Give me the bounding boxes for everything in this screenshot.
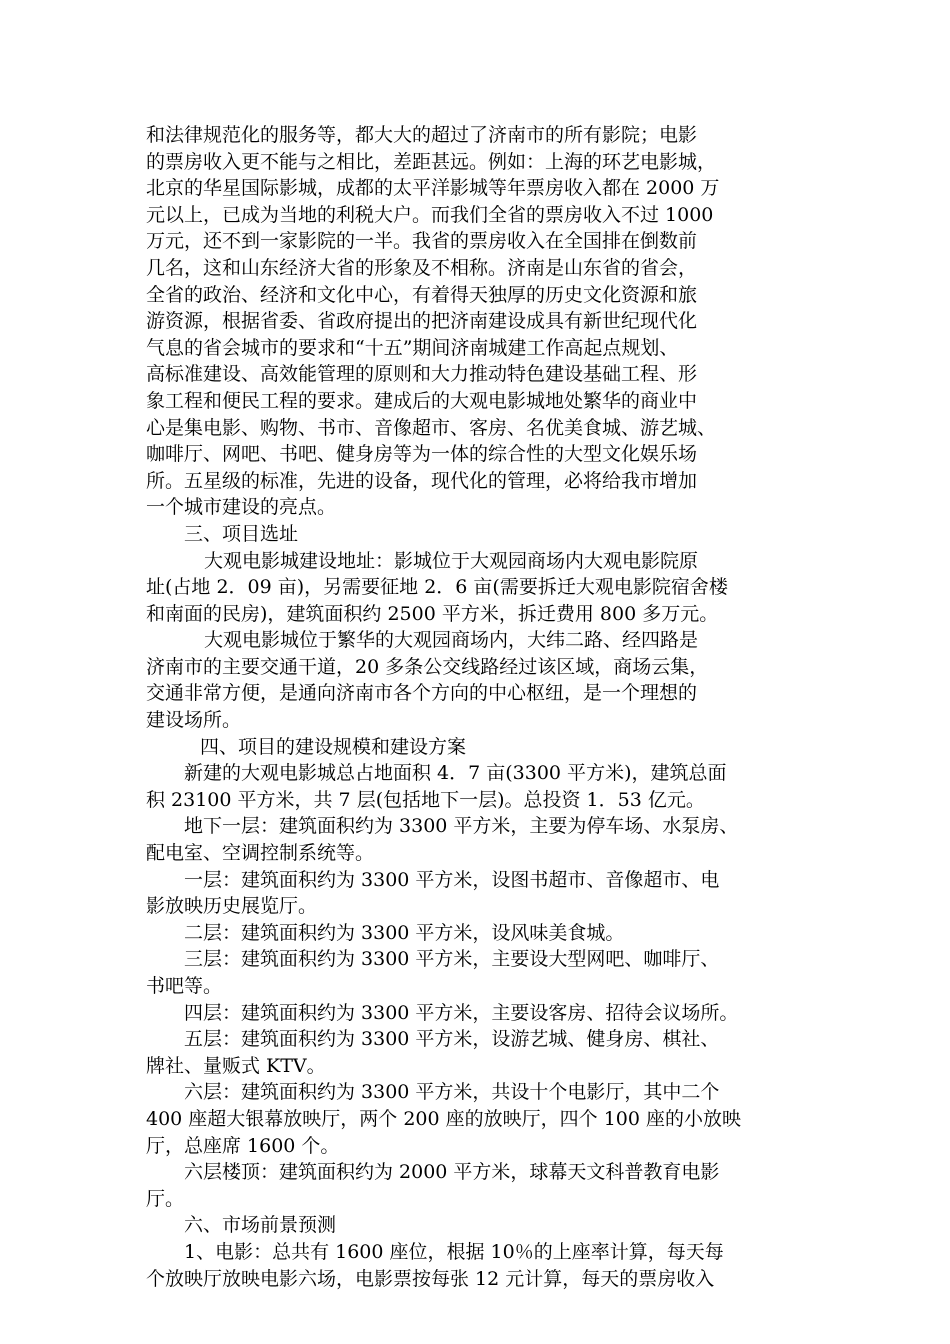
text-line: 新建的大观电影城总占地面积 4．7 亩(3300 平方米)，建筑总面	[184, 762, 727, 785]
text-line: 六层楼顶：建筑面积约为 2000 平方米，球幕天文科普教育电影	[184, 1161, 720, 1184]
text-line: 心是集电影、购物、书市、音像超市、客房、名优美食城、游艺城、	[146, 416, 717, 439]
document-page	[146, 122, 826, 1292]
text-line: 400 座超大银幕放映厅，两个 200 座的放映厅，四个 100 座的小放映	[146, 1107, 741, 1130]
text-line: 配电室、空调控制系统等。	[146, 842, 375, 865]
text-line: 北京的华星国际影城，成都的太平洋影城等年票房收入都在 2000 万	[146, 177, 720, 200]
text-line: 六层：建筑面积约为 3300 平方米，共设十个电影厅，其中二个	[184, 1081, 720, 1104]
paragraph-total-area	[146, 760, 826, 813]
text-line: 大观电影城建设地址：影城位于大观园商场内大观电影院原	[204, 549, 699, 572]
paragraph-basement	[146, 813, 826, 866]
text-line: 的票房收入更不能与之相比，差距甚远。例如：上海的环艺电影城，	[146, 150, 717, 173]
text-line: 万元，还不到一家影院的一半。我省的票房收入在全国排在倒数前	[146, 230, 698, 253]
text-line: 厅。	[146, 1187, 185, 1210]
text-line: 所。五星级的标准，先进的设备，现代化的管理，必将给我市增加	[146, 469, 698, 492]
text-line: 和南面的民房)，建筑面积约 2500 平方米，拆迁费用 800 多万元。	[146, 602, 719, 625]
text-line: 全省的政治、经济和文化中心，有着得天独厚的历史文化资源和旅	[146, 283, 698, 306]
paragraph-floor-5	[146, 1026, 826, 1079]
text-line: 三层：建筑面积约为 3300 平方米，主要设大型网吧、咖啡厅、	[184, 948, 720, 971]
text-line: 个放映厅放映电影六场，电影票按每张 12 元计算，每天的票房收入	[146, 1267, 715, 1290]
text-line: 大观电影城位于繁华的大观园商场内，大纬二路、经四路是	[204, 629, 699, 652]
text-line: 游资源，根据省委、省政府提出的把济南建设成具有新世纪现代化	[146, 310, 698, 333]
paragraph-site-address	[146, 548, 826, 628]
paragraph-floor-4	[146, 1000, 826, 1027]
text-line: 象工程和便民工程的要求。建成后的大观电影城地处繁华的商业中	[146, 389, 698, 412]
text-line: 地下一层：建筑面积约为 3300 平方米，主要为停车场、水泵房、	[184, 815, 739, 838]
paragraph-film-revenue	[146, 1239, 826, 1292]
text-line: 书吧等。	[146, 975, 223, 997]
text-line: 五层：建筑面积约为 3300 平方米，设游艺城、健身房、棋社、	[184, 1028, 720, 1051]
paragraph-cinema-comparison	[146, 122, 826, 521]
text-line: 二层：建筑面积约为 3300 平方米，设风味美食城。	[184, 921, 625, 944]
text-line: 牌社、量贩式 KTV。	[146, 1054, 326, 1077]
paragraph-floor-1	[146, 867, 826, 920]
section-heading-site-selection: 三、项目选址	[184, 522, 299, 545]
text-line: 址(占地 2．09 亩)，另需要征地 2．6 亩(需要拆迁大观电影院宿舍楼	[146, 576, 728, 599]
text-line: 济南市的主要交通干道，20 多条公交线路经过该区域，商场云集，	[146, 655, 709, 678]
text-line: 一个城市建设的亮点。	[146, 496, 337, 519]
section-heading-market-forecast: 六、市场前景预测	[184, 1214, 337, 1237]
text-line: 和法律规范化的服务等，都大大的超过了济南市的所有影院；电影	[146, 124, 698, 146]
text-line: 1、电影：总共有 1600 座位，根据 10％的上座率计算，每天每	[184, 1240, 724, 1263]
text-line: 厅，总座席 1600 个。	[146, 1134, 340, 1157]
paragraph-floor-3	[146, 946, 826, 999]
text-line: 元以上，已成为当地的利税大户。而我们全省的票房收入不过 1000	[146, 203, 714, 226]
text-line: 高标准建设、高效能管理的原则和大力推动特色建设基础工程、形	[146, 363, 698, 386]
text-line: 几名，这和山东经济大省的形象及不相称。济南是山东省的省会，	[146, 256, 698, 279]
text-line: 四层：建筑面积约为 3300 平方米，主要设客房、招待会议场所。	[184, 1001, 739, 1024]
text-line: 一层：建筑面积约为 3300 平方米，设图书超市、音像超市、电	[184, 868, 720, 891]
text-line: 影放映历史展览厅。	[146, 895, 318, 918]
text-line: 交通非常方便，是通向济南市各个方向的中心枢纽，是一个理想的	[146, 682, 698, 705]
text-line: 咖啡厅、网吧、书吧、健身房等为一体的综合性的大型文化娱乐场	[146, 443, 698, 466]
text-line: 建设场所。	[146, 709, 242, 732]
paragraph-floor-2	[146, 920, 826, 947]
section-heading-scale-and-plan: 四、项目的建设规模和建设方案	[200, 735, 467, 758]
text-line: 积 23100 平方米，共 7 层(包括地下一层)。总投资 1．53 亿元。	[146, 788, 705, 811]
paragraph-site-location	[146, 627, 826, 733]
paragraph-floor-6	[146, 1079, 826, 1159]
text-line: 气息的省会城市的要求和“十五”期间济南城建工作高起点规划、	[146, 336, 679, 359]
paragraph-rooftop	[146, 1159, 826, 1212]
